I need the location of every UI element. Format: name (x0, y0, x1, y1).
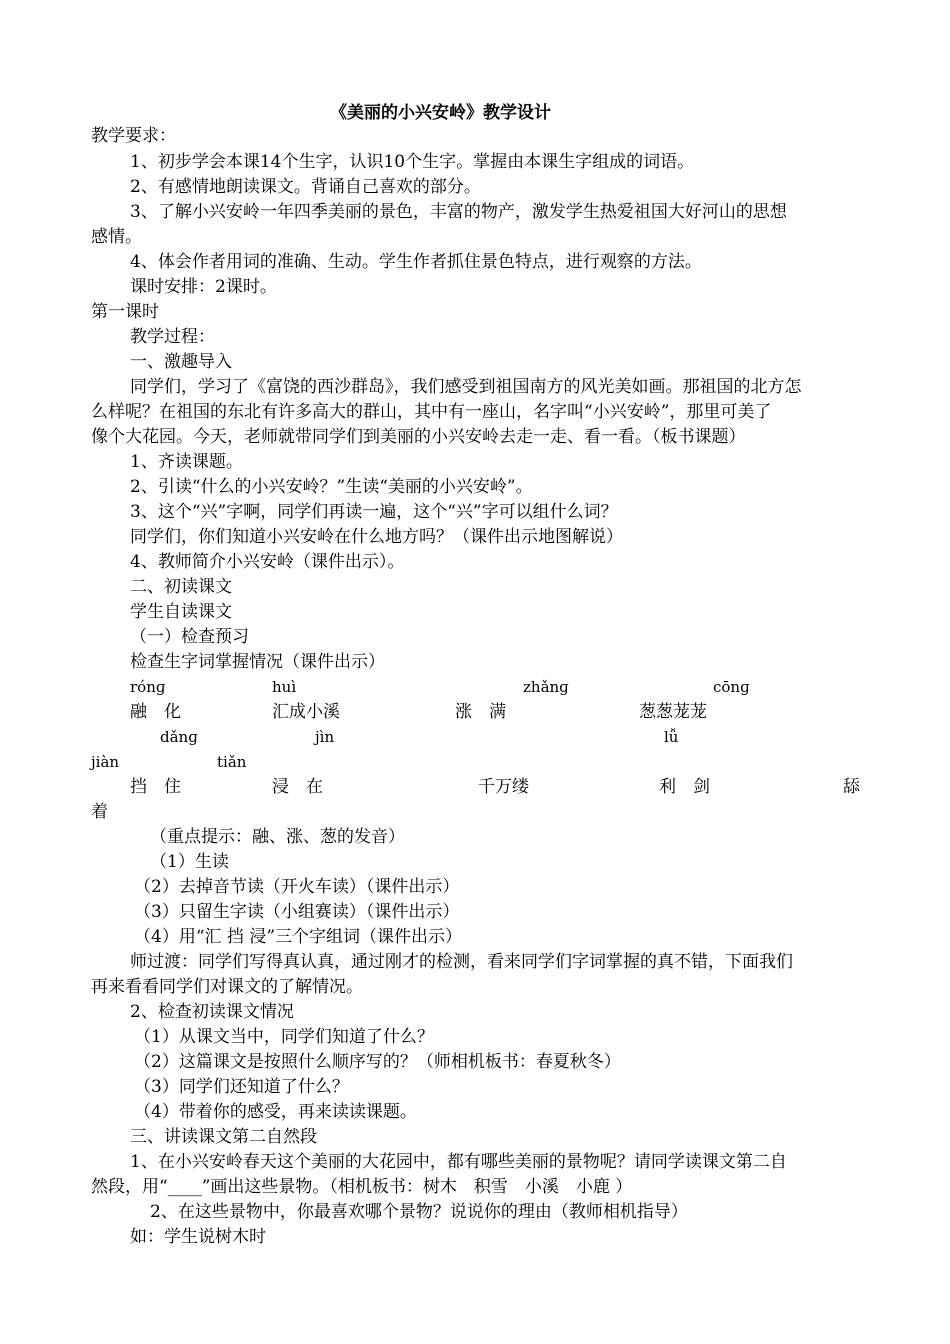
paragraph-line: 4、体会作者用词的准确、生动。学生作者抓住景色特点，进行观察的方法。 (130, 252, 702, 272)
paragraph-line: 如：学生说树木时 (130, 1227, 266, 1247)
paragraph-line: 像个大花园。今天，老师就带同学们到美丽的小兴安岭去走一走、看一看。（板书课题） (91, 427, 746, 447)
paragraph-line: （2）这篇课文是按照什么顺序写的？（师相机板书：春夏秋冬） (134, 1052, 621, 1072)
paragraph-line: 课时安排：2课时。 (130, 277, 277, 297)
pinyin-lv: lǚ (664, 728, 679, 746)
paragraph-line: （1）从课文当中，同学们知道了什么？ (134, 1027, 434, 1047)
subsection-heading: （一）检查预习 (130, 627, 249, 647)
paragraph-line: 2、检查初读课文情况 (130, 1002, 294, 1022)
word-jinzai: 浸 在 (272, 777, 323, 797)
paragraph-line: 教学过程： (130, 327, 215, 347)
paragraph-line: 3、了解小兴安岭一年四季美丽的景色，丰富的物产，激发学生热爱祖国大好河山的思想 (130, 202, 787, 222)
paragraph-line: （4）带着你的感受，再来读读课题。 (134, 1102, 417, 1122)
pinyin-jin: jìn (315, 728, 335, 746)
section-heading: 二、初读课文 (130, 577, 232, 597)
paragraph-line: 然段，用“____”画出这些景物。（相机板书：树木 积雪 小溪 小鹿 ） (91, 1177, 633, 1197)
paragraph-line: 1、初步学会本课14个生字，认识10个生字。掌握由本课生字组成的词语。 (130, 152, 695, 172)
paragraph-line: 同学们，你们知道小兴安岭在什么地方吗？（课件出示地图解说） (130, 527, 623, 547)
paragraph-line: （3）同学们还知道了什么？ (134, 1077, 349, 1097)
document-title: 《美丽的小兴安岭》教学设计 (330, 103, 551, 123)
word-ronghua: 融 化 (130, 702, 181, 722)
section-heading: 三、讲读课文第二自然段 (130, 1127, 317, 1147)
paragraph-line: 2、引读“什么的小兴安岭？”生读“美丽的小兴安岭”。 (130, 477, 533, 497)
paragraph-line: 同学们，学习了《富饶的西沙群岛》，我们感受到祖国南方的风光美如画。那祖国的北方怎 (130, 377, 802, 397)
paragraph-line: 1、齐读课题。 (130, 452, 243, 472)
word-qianwanlv: 千万缕 (478, 777, 529, 797)
paragraph-line: （4）用“汇 挡 浸”三个字组词（课件出示） (134, 927, 463, 947)
pinyin-cong: cōnɡ (713, 678, 750, 696)
word-zhe: 着 (91, 802, 108, 822)
paragraph-line: 3、这个“兴”字啊，同学们再读一遍，这个“兴”字可以组什么词？ (130, 502, 618, 522)
paragraph-line: 感情。 (91, 227, 142, 247)
paragraph-line: 么样呢？在祖国的东北有许多高大的群山，其中有一座山，名字叫“小兴安岭”，那里可美了 (91, 402, 772, 422)
paragraph-line: 2、有感情地朗读课文。背诵自己喜欢的部分。 (130, 177, 481, 197)
section-heading: 一、激趣导入 (130, 352, 232, 372)
word-huichengxiaoxi: 汇成小溪 (272, 702, 340, 722)
paragraph-line: （1）生读 (150, 852, 229, 872)
paragraph-line: 2、在这些景物中，你最喜欢哪个景物？说说你的理由（教师相机指导） (150, 1202, 688, 1222)
word-tian: 舔 (843, 777, 860, 797)
paragraph-line: 师过渡：同学们写得真认真，通过刚才的检测，看来同学们字词掌握的真不错，下面我们 (130, 952, 793, 972)
paragraph-line: 1、在小兴安岭春天这个美丽的大花园中，都有哪些美丽的景物呢？请同学读课文第二自 (130, 1152, 787, 1172)
pinyin-zhang: zhǎnɡ (523, 678, 569, 696)
pinyin-rong: rónɡ (130, 678, 166, 696)
paragraph-line: （重点提示：融、涨、葱的发音） (150, 827, 405, 847)
paragraph-line: 检查生字词掌握情况（课件出示） (130, 652, 385, 672)
word-congcong: 葱葱茏茏 (639, 702, 707, 722)
paragraph-line: 学生自读课文 (130, 602, 232, 622)
paragraph-line: 4、教师简介小兴安岭（课件出示）。 (130, 552, 405, 572)
word-dangzhu: 挡 住 (130, 777, 181, 797)
pinyin-dang: dǎnɡ (160, 728, 198, 746)
word-zhangman: 涨 满 (455, 702, 506, 722)
paragraph-line: （3）只留生字读（小组赛读）（课件出示） (134, 902, 460, 922)
pinyin-jian: jiàn (91, 753, 120, 771)
pinyin-hui: huì (272, 678, 297, 696)
paragraph-line: 再来看看同学们对课文的了解情况。 (91, 977, 363, 997)
section-heading: 教学要求： (91, 126, 176, 146)
pinyin-tian: tiǎn (217, 753, 247, 771)
paragraph-line: （2）去掉音节读（开火车读）（课件出示） (134, 877, 460, 897)
word-lijian: 利 剑 (659, 777, 710, 797)
section-heading: 第一课时 (91, 302, 159, 322)
